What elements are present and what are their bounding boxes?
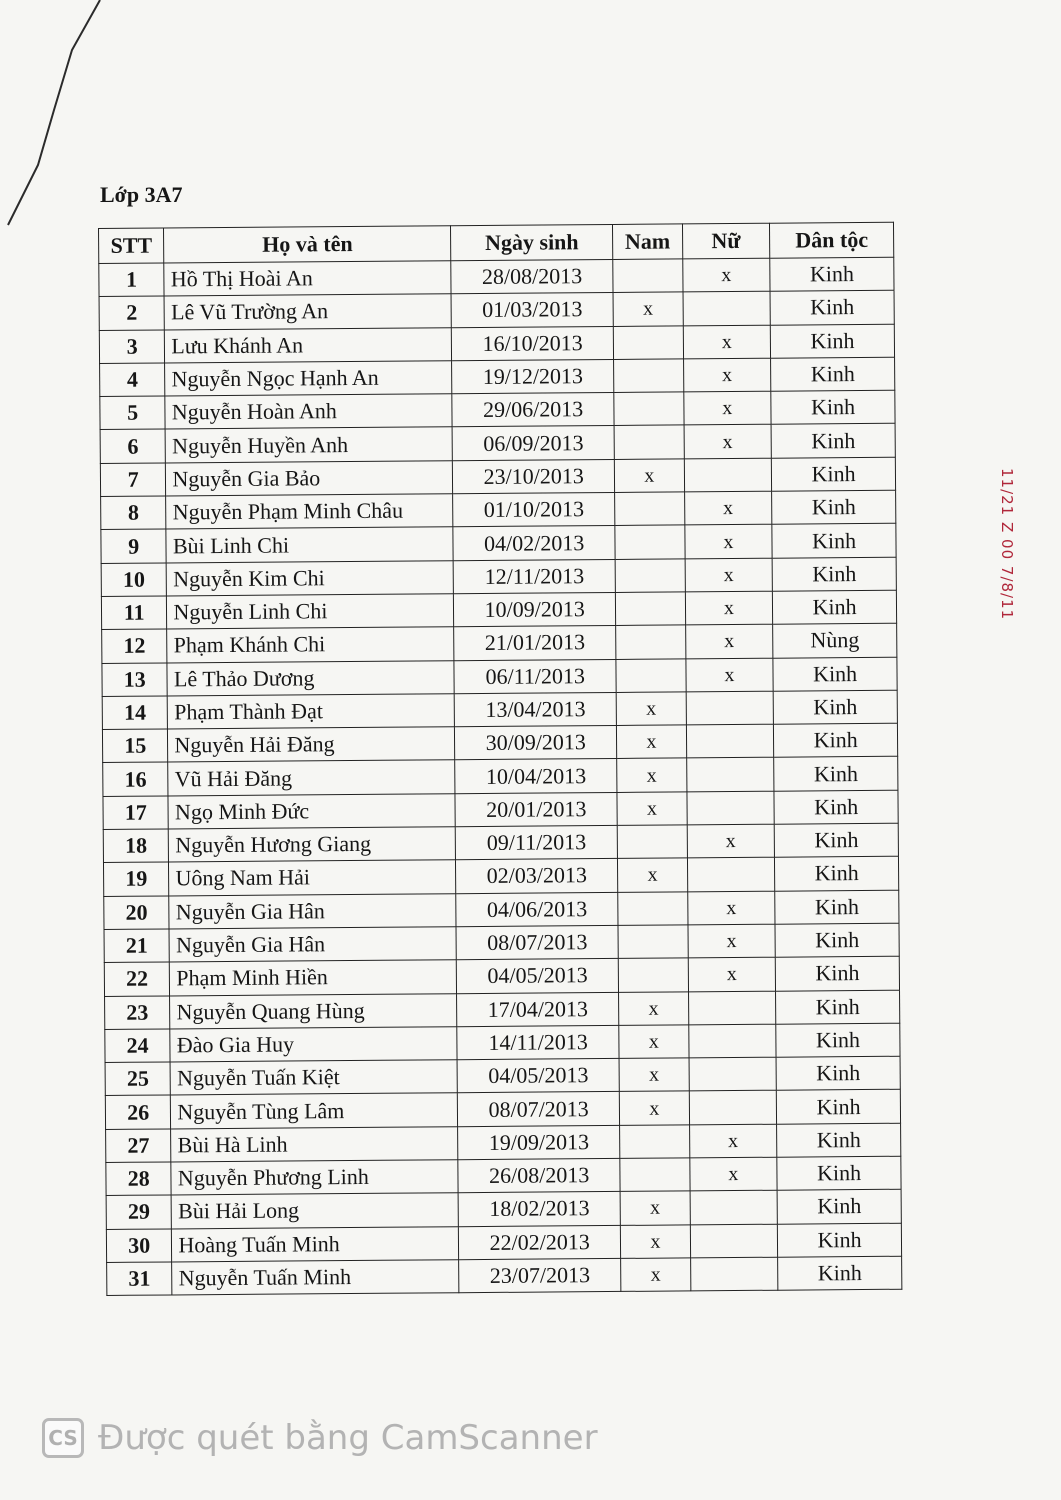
cell-male [616,625,686,659]
cell-stt: 17 [103,796,169,830]
cell-male: x [621,1258,691,1292]
cell-name: Đào Gia Huy [170,1027,457,1063]
cell-dob: 23/10/2013 [453,459,615,494]
cell-dob: 01/03/2013 [451,293,613,328]
cell-name: Phạm Khánh Chi [167,627,454,663]
cell-stt: 3 [99,330,165,364]
cell-name: Hồ Thị Hoài An [164,261,451,297]
cell-stt: 25 [105,1062,171,1096]
cell-dob: 30/09/2013 [455,726,617,761]
cell-male: x [621,1224,691,1258]
table-body [99,257,902,1295]
cell-male: x [618,858,688,892]
cell-name: Bùi Linh Chi [166,527,453,563]
cell-stt: 21 [104,929,170,963]
cell-female [690,1191,778,1225]
watermark-text: Được quét bằng CamScanner [98,1418,598,1458]
cell-name: Bùi Hải Long [172,1193,459,1229]
cell-name: Nguyễn Tuấn Kiệt [170,1060,457,1096]
cell-male: x [619,991,689,1025]
cell-ethnicity: Kinh [778,1223,902,1257]
cell-stt: 30 [106,1229,172,1263]
cell-name: Ngọ Minh Đức [168,793,455,829]
cell-stt: 8 [101,496,167,530]
cell-female: x [684,425,772,459]
cell-male [618,925,688,959]
cell-female: x [689,1124,777,1158]
handwritten-side-note: 11/21 Z 00 7/8/11 [998,468,1016,621]
cell-name: Phạm Minh Hiền [170,960,457,996]
cell-dob: 08/07/2013 [456,925,618,960]
cell-male [614,326,684,360]
header-male: Nam [613,224,683,260]
cell-female [686,724,774,758]
cell-female [686,758,774,792]
cell-name: Nguyễn Phạm Minh Châu [166,494,453,530]
cell-dob: 08/07/2013 [458,1092,620,1127]
cell-stt: 16 [103,762,169,796]
cell-female: x [684,491,772,525]
cell-name: Nguyễn Huyền Anh [165,427,452,463]
cell-male: x [617,792,687,826]
cell-dob: 04/02/2013 [453,526,615,561]
header-ethnicity: Dân tộc [770,222,894,258]
cell-stt: 22 [104,962,170,996]
cell-dob: 13/04/2013 [454,692,616,727]
cell-dob: 06/11/2013 [454,659,616,694]
cell-female [690,1257,778,1291]
cell-ethnicity: Kinh [771,357,895,391]
cell-dob: 17/04/2013 [457,992,619,1027]
cell-dob: 04/05/2013 [457,1059,619,1094]
cell-male [614,425,684,459]
camscanner-watermark [42,1418,598,1458]
cell-ethnicity: Kinh [771,424,895,458]
cell-name: Nguyễn Tuấn Minh [172,1260,459,1296]
cell-ethnicity: Kinh [778,1256,902,1290]
cell-dob: 10/04/2013 [455,759,617,794]
cell-name: Nguyễn Gia Hân [169,927,456,963]
cell-female: x [685,558,773,592]
cell-ethnicity: Kinh [776,1090,900,1124]
cell-name: Nguyễn Phương Linh [171,1160,458,1196]
cell-dob: 28/08/2013 [451,259,613,294]
cell-stt: 13 [102,663,168,697]
cell-female: x [683,325,771,359]
cell-dob: 10/09/2013 [454,592,616,627]
cell-name: Nguyễn Ngọc Hạnh An [165,361,452,397]
cell-dob: 16/10/2013 [451,326,613,361]
cell-ethnicity: Kinh [774,790,898,824]
cell-stt: 6 [100,429,166,463]
student-roster-table [98,222,902,1296]
cell-dob: 14/11/2013 [457,1025,619,1060]
cell-name: Nguyễn Linh Chi [167,594,454,630]
cell-stt: 20 [104,896,170,930]
cell-stt: 28 [106,1162,172,1196]
cell-male: x [619,1025,689,1059]
cell-ethnicity: Kinh [774,723,898,757]
cell-name: Vũ Hải Đăng [168,760,455,796]
cell-dob: 19/09/2013 [458,1125,620,1160]
cell-ethnicity: Kinh [771,390,895,424]
cell-name: Nguyễn Gia Hân [169,893,456,929]
cell-female: x [684,525,772,559]
cell-male: x [617,758,687,792]
cell-dob: 12/11/2013 [453,559,615,594]
cell-ethnicity: Kinh [776,1056,900,1090]
cell-male [613,259,683,293]
cell-female: x [688,924,776,958]
cell-female [684,458,772,492]
cell-ethnicity: Kinh [776,1023,900,1057]
cell-male: x [613,292,683,326]
cell-female [689,1091,777,1125]
cell-name: Uông Nam Hải [169,860,456,896]
cell-female: x [685,624,773,658]
cell-dob: 21/01/2013 [454,626,616,661]
cell-stt: 29 [106,1195,172,1229]
cell-ethnicity: Nùng [773,624,897,658]
cell-ethnicity: Kinh [772,490,896,524]
cell-male [615,492,685,526]
cell-dob: 18/02/2013 [458,1192,620,1227]
cell-male [618,892,688,926]
cell-male: x [620,1091,690,1125]
header-female: Nữ [682,223,770,259]
cell-ethnicity: Kinh [774,757,898,791]
cell-female [690,1224,778,1258]
cell-female: x [687,824,775,858]
cell-stt: 4 [100,363,166,397]
cell-male [620,1158,690,1192]
cell-dob: 02/03/2013 [456,859,618,894]
cell-ethnicity: Kinh [770,257,894,291]
cell-ethnicity: Kinh [773,690,897,724]
cell-ethnicity: Kinh [776,990,900,1024]
cell-male [618,958,688,992]
header-dob: Ngày sinh [451,224,613,260]
cell-ethnicity: Kinh [773,657,897,691]
cell-ethnicity: Kinh [772,557,896,591]
cell-female [688,1024,776,1058]
cell-stt: 5 [100,396,166,430]
camscanner-logo-icon: CS [42,1418,84,1458]
cell-dob: 23/07/2013 [459,1258,621,1293]
cell-ethnicity: Kinh [777,1123,901,1157]
cell-ethnicity: Kinh [770,291,894,325]
cell-name: Lưu Khánh An [165,327,452,363]
cell-dob: 26/08/2013 [458,1158,620,1193]
cell-ethnicity: Kinh [777,1190,901,1224]
cell-ethnicity: Kinh [774,823,898,857]
cell-female: x [683,391,771,425]
class-title: Lớp 3A7 [100,182,183,207]
cell-male [614,359,684,393]
cell-dob: 22/02/2013 [459,1225,621,1260]
cell-name: Bùi Hà Linh [171,1126,458,1162]
cell-ethnicity: Kinh [773,590,897,624]
cell-female: x [683,358,771,392]
cell-female: x [685,591,773,625]
cell-ethnicity: Kinh [775,857,899,891]
cell-female [686,691,774,725]
cell-stt: 14 [102,696,168,730]
cell-ethnicity: Kinh [772,457,896,491]
cell-female [688,991,776,1025]
cell-dob: 19/12/2013 [452,359,614,394]
cell-male: x [616,692,686,726]
cell-female: x [686,658,774,692]
cell-name: Nguyễn Kim Chi [167,560,454,596]
cell-male [616,592,686,626]
cell-name: Nguyễn Hải Đăng [168,727,455,763]
cell-stt: 10 [101,563,167,597]
cell-male: x [617,725,687,759]
cell-name: Phạm Thành Đạt [168,694,455,730]
cell-stt: 27 [106,1129,172,1163]
cell-stt: 2 [99,296,165,330]
cell-stt: 9 [101,529,167,563]
cell-ethnicity: Kinh [770,324,894,358]
cell-dob: 09/11/2013 [455,825,617,860]
cell-female: x [688,957,776,991]
cell-stt: 24 [105,1029,171,1063]
cell-dob: 04/05/2013 [456,959,618,994]
cell-female: x [687,891,775,925]
cell-male: x [620,1191,690,1225]
cell-female: x [689,1157,777,1191]
cell-name: Nguyễn Gia Bảo [166,461,453,497]
cell-stt: 26 [105,1095,171,1129]
cell-stt: 19 [103,862,169,896]
cell-dob: 29/06/2013 [452,393,614,428]
cell-female [683,292,771,326]
cell-male: x [615,459,685,493]
cell-stt: 23 [105,995,171,1029]
cell-name: Lê Vũ Trường An [164,294,451,330]
cell-ethnicity: Kinh [775,890,899,924]
cell-name: Nguyễn Hoàn Anh [165,394,452,430]
cell-male [616,658,686,692]
cell-name: Nguyễn Tùng Lâm [171,1093,458,1129]
cell-name: Hoàng Tuấn Minh [172,1226,459,1262]
cell-ethnicity: Kinh [775,923,899,957]
cell-dob: 04/06/2013 [456,892,618,927]
cell-female [687,858,775,892]
cell-dob: 20/01/2013 [455,792,617,827]
cell-female [689,1057,777,1091]
cell-ethnicity: Kinh [777,1156,901,1190]
cell-stt: 31 [107,1262,173,1296]
cell-dob: 01/10/2013 [453,493,615,528]
cell-male [614,392,684,426]
cell-male [617,825,687,859]
header-stt: STT [99,228,165,264]
cell-male: x [619,1058,689,1092]
cell-stt: 18 [103,829,169,863]
cell-female [687,791,775,825]
cell-stt: 11 [101,596,167,630]
cell-male [615,559,685,593]
table-row [107,1256,902,1296]
cell-ethnicity: Kinh [775,956,899,990]
cell-male [615,525,685,559]
cell-stt: 15 [102,729,168,763]
cell-stt: 7 [100,463,166,497]
cell-ethnicity: Kinh [772,524,896,558]
cell-name: Nguyễn Hương Giang [169,827,456,863]
cell-stt: 1 [99,263,165,297]
cell-dob: 06/09/2013 [452,426,614,461]
cell-male [620,1125,690,1159]
cell-name: Lê Thảo Dương [167,660,454,696]
header-name: Họ và tên [164,226,451,263]
cell-stt: 12 [102,629,168,663]
cell-female: x [682,258,770,292]
cell-name: Nguyễn Quang Hùng [170,993,457,1029]
